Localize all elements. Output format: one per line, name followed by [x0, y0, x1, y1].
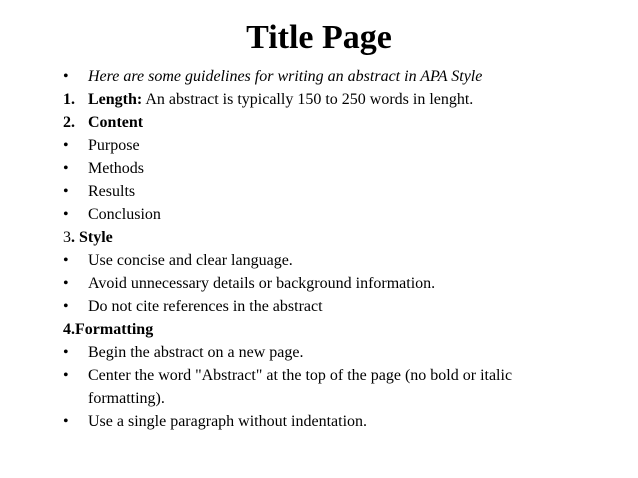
bullet-marker: •	[63, 206, 69, 223]
list-item	[0, 364, 638, 410]
bullet-marker: •	[63, 183, 69, 200]
length-item	[0, 88, 638, 111]
bullet-marker: •	[63, 413, 69, 430]
list-item-text: Use a single paragraph without indentation.	[88, 413, 368, 430]
length-number: 1.	[63, 91, 75, 108]
list-item-text: Avoid unnecessary details or background information.	[88, 275, 436, 292]
style-number: 3	[63, 229, 71, 246]
intro-bullet	[0, 65, 638, 88]
bullet-marker: •	[63, 344, 69, 361]
list-item	[0, 341, 638, 364]
list-item	[0, 410, 638, 433]
style-heading	[0, 226, 638, 249]
bullet-marker: •	[63, 275, 69, 292]
length-text: An abstract is typically 150 to 250 words in lenght.	[142, 91, 474, 108]
list-item-text: Begin the abstract on a new page.	[88, 344, 304, 361]
content-number: 2.	[63, 114, 75, 131]
list-item-text: Center the word "Abstract" at the top of the page (no bold or italic formatting).	[88, 367, 513, 407]
list-item	[0, 295, 638, 318]
list-item	[0, 249, 638, 272]
bullet-marker: •	[63, 252, 69, 269]
list-item-text: Methods	[88, 160, 144, 177]
list-item-text: Do not cite references in the abstract	[88, 298, 323, 315]
length-label: Length:	[88, 91, 143, 108]
content-label: Content	[88, 114, 144, 131]
list-item	[0, 180, 638, 203]
list-item-text: Conclusion	[88, 206, 161, 223]
list-item-text: Results	[88, 183, 136, 200]
bullet-marker: •	[63, 137, 69, 154]
list-item	[0, 157, 638, 180]
content-item	[0, 111, 638, 134]
list-item	[0, 134, 638, 157]
formatting-heading	[0, 318, 638, 341]
list-item-text: Purpose	[88, 137, 140, 154]
slide-title: Title Page	[246, 19, 392, 56]
formatting-label: 4.Formatting	[63, 321, 154, 338]
slide-body	[0, 65, 638, 433]
bullet-marker: •	[63, 298, 69, 315]
intro-text: Here are some guidelines for writing an abstract in APA Style	[88, 68, 483, 85]
bullet-marker: •	[63, 160, 69, 177]
bullet-marker: •	[63, 367, 69, 384]
style-label: . Style	[71, 229, 113, 246]
bullet-marker: •	[63, 68, 69, 85]
list-item	[0, 203, 638, 226]
list-item-text: Use concise and clear language.	[88, 252, 293, 269]
list-item	[0, 272, 638, 295]
